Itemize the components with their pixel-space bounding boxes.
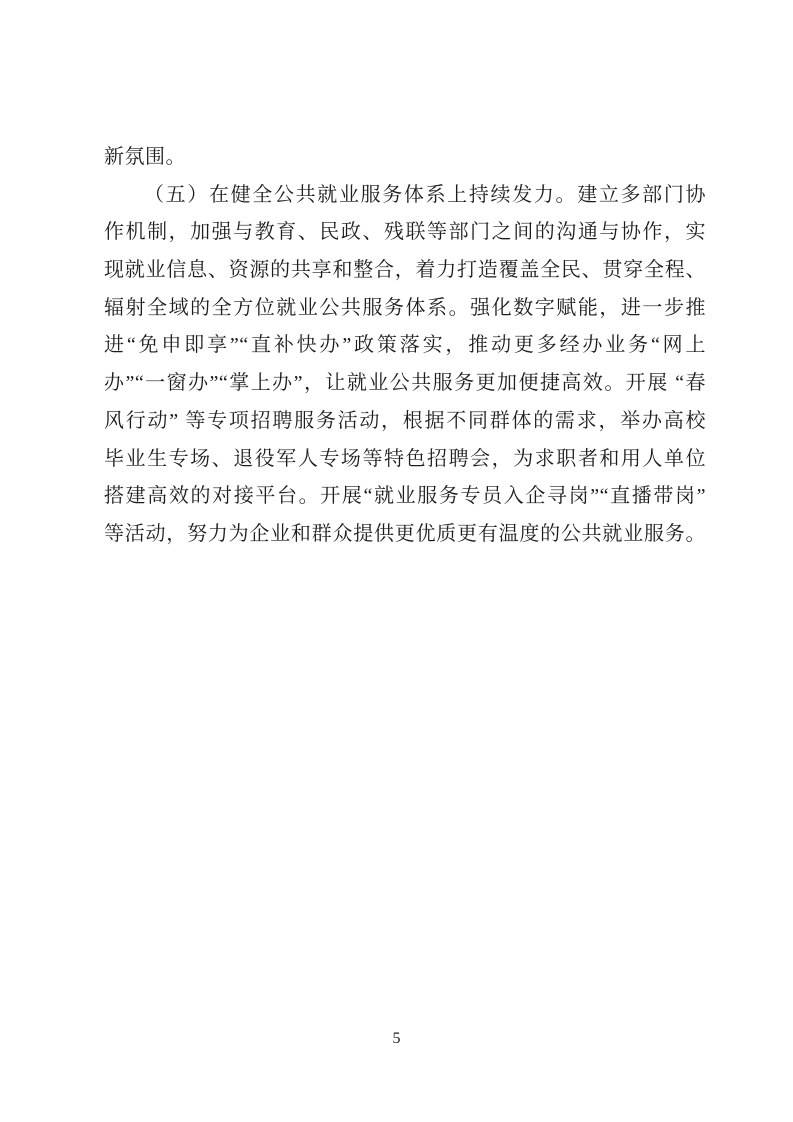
text-line: 办”“一窗办”“掌上办”，让就业公共服务更加便捷高效。开展 “春 (104, 372, 706, 395)
text-line: 新氛围。 (104, 146, 186, 168)
text-line: 现就业信息、资源的共享和整合，着力打造覆盖全民、贯穿全程、 (104, 259, 706, 282)
page-number: 5 (392, 1030, 401, 1047)
text-line: （五）在健全公共就业服务体系上持续发力。建立多部门协 (144, 183, 706, 206)
text-line: 辐射全域的全方位就业公共服务体系。强化数字赋能，进一步推 (104, 296, 706, 319)
text-line: 搭建高效的对接平台。开展“就业服务专员入企寻岗”“直播带岗” (104, 485, 706, 508)
text-line: 风行动” 等专项招聘服务活动，根据不同群体的需求，举办高校 (104, 409, 706, 432)
text-line: 作机制，加强与教育、民政、残联等部门之间的沟通与协作，实 (104, 221, 706, 244)
document-body (104, 139, 706, 554)
text-line: 毕业生专场、退役军人专场等特色招聘会，为求职者和用人单位 (104, 447, 706, 470)
text-line: 等活动，努力为企业和群众提供更优质更有温度的公共就业服务。 (104, 522, 706, 545)
text-line: 进“免申即享”“直补快办”政策落实，推动更多经办业务“网上 (104, 334, 706, 357)
